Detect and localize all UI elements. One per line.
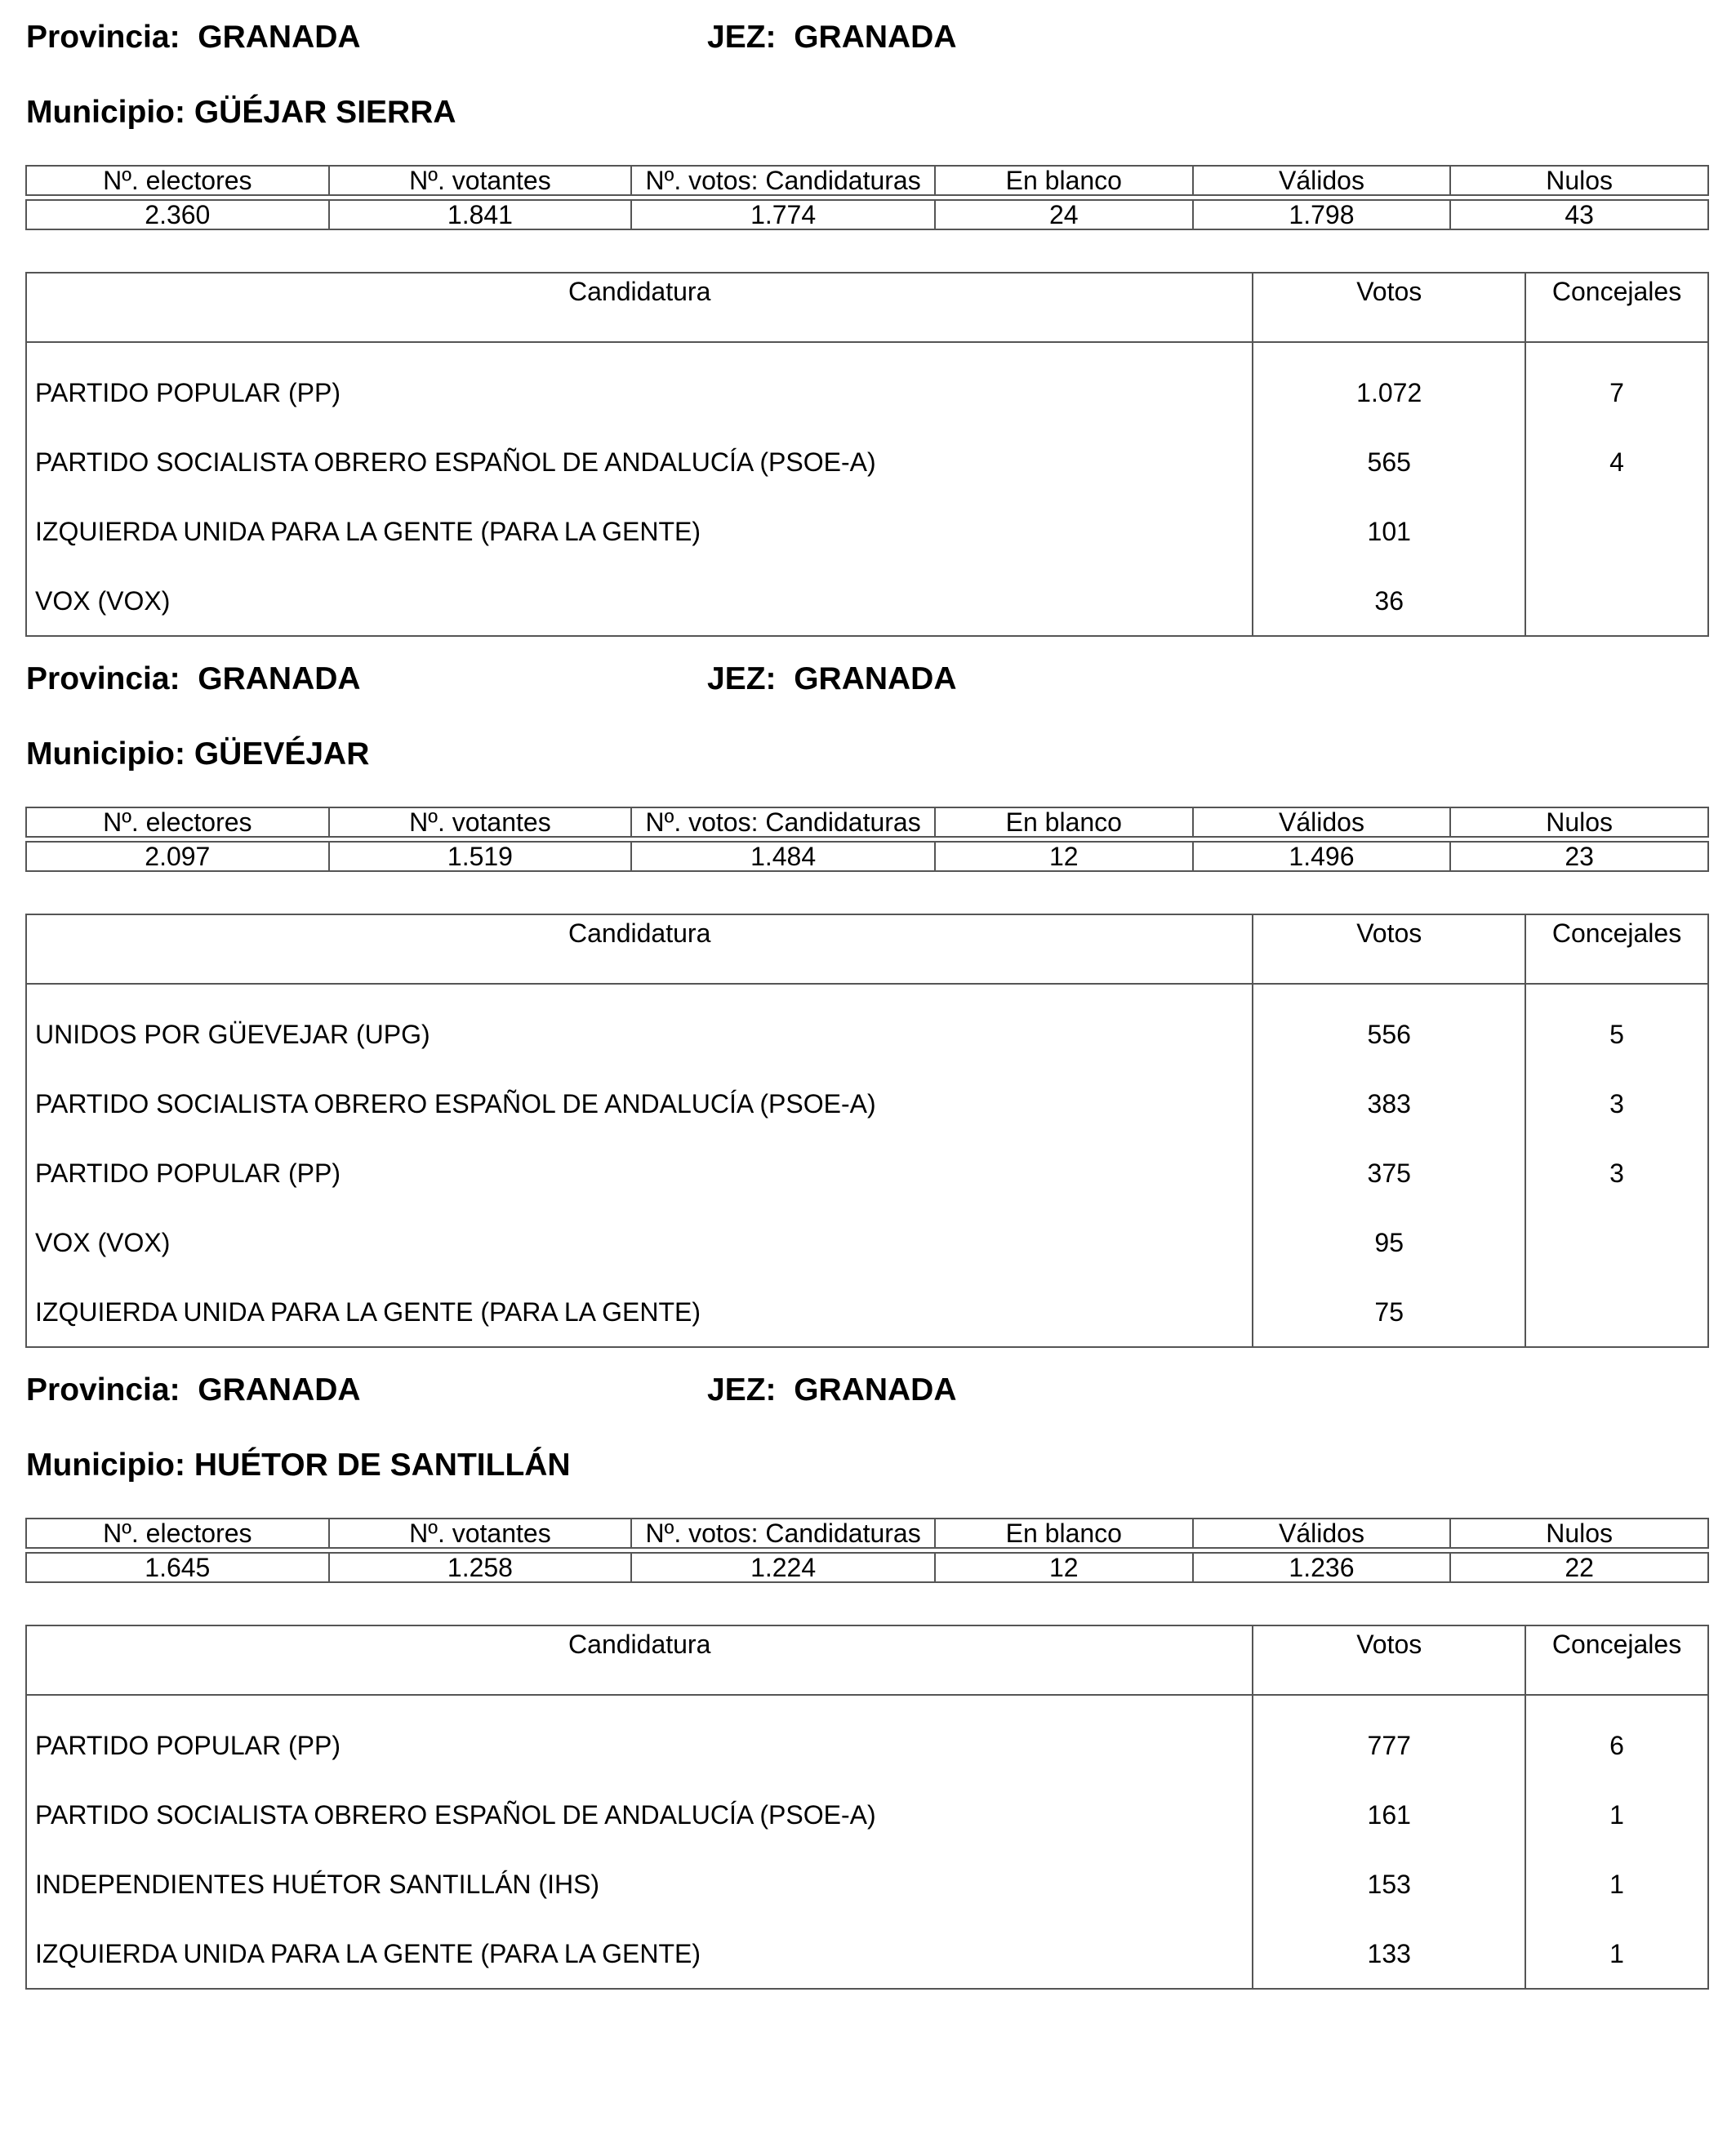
header-electores: Nº. electores xyxy=(26,807,329,837)
value-electores: 1.645 xyxy=(26,1553,329,1582)
jez-heading xyxy=(707,663,957,696)
summary-table xyxy=(25,807,1709,872)
provincia-heading xyxy=(26,1374,361,1407)
candidatura-votos: 161 xyxy=(1253,1780,1525,1849)
header-concejales: Concejales xyxy=(1525,1625,1708,1695)
value-nulos: 23 xyxy=(1450,842,1708,871)
municipio-label: Municipio: xyxy=(26,95,185,130)
header-votantes: Nº. votantes xyxy=(329,166,632,195)
candidaturas-header-row xyxy=(26,914,1708,984)
header-votantes: Nº. votantes xyxy=(329,807,632,837)
candidatura-name: IZQUIERDA UNIDA PARA LA GENTE (PARA LA GENTE) xyxy=(26,1277,1253,1347)
candidatura-concejales: 1 xyxy=(1525,1780,1708,1849)
header-concejales: Concejales xyxy=(1525,914,1708,984)
header-electores: Nº. electores xyxy=(26,166,329,195)
table-row xyxy=(26,566,1708,636)
jez-label: JEZ: xyxy=(707,1372,777,1407)
municipio-label: Municipio: xyxy=(26,736,185,772)
table-row xyxy=(26,1780,1708,1849)
provincia-value: GRANADA xyxy=(198,661,361,696)
provincia-heading xyxy=(26,21,361,54)
candidatura-concejales xyxy=(1525,1207,1708,1277)
header-votos: Votos xyxy=(1253,914,1525,984)
candidatura-votos: 153 xyxy=(1253,1849,1525,1919)
header-validos: Válidos xyxy=(1193,807,1451,837)
header-votos: Votos xyxy=(1253,1625,1525,1695)
municipio-value: HUÉTOR DE SANTILLÁN xyxy=(194,1447,571,1483)
header-votos-candidaturas: Nº. votos: Candidaturas xyxy=(631,1519,935,1548)
municipio-label: Municipio: xyxy=(26,1447,185,1483)
header-validos: Válidos xyxy=(1193,1519,1451,1548)
header-candidatura: Candidatura xyxy=(26,1625,1253,1695)
value-votos-candidaturas: 1.224 xyxy=(631,1553,935,1582)
header-nulos: Nulos xyxy=(1450,166,1708,195)
header-votos-candidaturas: Nº. votos: Candidaturas xyxy=(631,807,935,837)
jez-value: GRANADA xyxy=(794,661,957,696)
header-en-blanco: En blanco xyxy=(935,166,1193,195)
candidatura-votos: 101 xyxy=(1253,496,1525,566)
candidatura-concejales: 1 xyxy=(1525,1919,1708,1989)
candidaturas-table xyxy=(25,272,1709,637)
candidatura-votos: 75 xyxy=(1253,1277,1525,1347)
candidatura-concejales xyxy=(1525,1277,1708,1347)
candidatura-votos: 565 xyxy=(1253,427,1525,496)
header-en-blanco: En blanco xyxy=(935,807,1193,837)
value-en-blanco: 12 xyxy=(935,842,1193,871)
candidaturas-table xyxy=(25,914,1709,1348)
table-row xyxy=(26,427,1708,496)
table-row xyxy=(26,1069,1708,1138)
candidatura-name: PARTIDO POPULAR (PP) xyxy=(26,1695,1253,1780)
candidatura-name: PARTIDO SOCIALISTA OBRERO ESPAÑOL DE ANDALUCÍA (PSOE-A) xyxy=(26,1069,1253,1138)
summary-table xyxy=(25,1518,1709,1583)
jez-label: JEZ: xyxy=(707,20,777,55)
municipio-heading xyxy=(26,96,456,129)
header-candidatura: Candidatura xyxy=(26,914,1253,984)
candidatura-name: PARTIDO POPULAR (PP) xyxy=(26,1138,1253,1207)
provincia-value: GRANADA xyxy=(198,1372,361,1407)
jez-heading xyxy=(707,21,957,54)
value-validos: 1.496 xyxy=(1193,842,1451,871)
table-row xyxy=(26,496,1708,566)
header-candidatura: Candidatura xyxy=(26,273,1253,342)
value-nulos: 43 xyxy=(1450,200,1708,229)
value-validos: 1.798 xyxy=(1193,200,1451,229)
candidatura-name: PARTIDO POPULAR (PP) xyxy=(26,342,1253,427)
summary-header-row xyxy=(26,807,1708,837)
candidatura-concejales xyxy=(1525,566,1708,636)
municipio-section-2 xyxy=(0,642,1736,1344)
candidatura-name: VOX (VOX) xyxy=(26,566,1253,636)
jez-value: GRANADA xyxy=(794,1372,957,1407)
candidatura-votos: 383 xyxy=(1253,1069,1525,1138)
candidatura-concejales: 3 xyxy=(1525,1138,1708,1207)
header-votantes: Nº. votantes xyxy=(329,1519,632,1548)
municipio-value: GÜÉJAR SIERRA xyxy=(194,95,456,130)
candidatura-name: PARTIDO SOCIALISTA OBRERO ESPAÑOL DE ANDALUCÍA (PSOE-A) xyxy=(26,1780,1253,1849)
candidatura-concejales xyxy=(1525,496,1708,566)
candidatura-name: INDEPENDIENTES HUÉTOR SANTILLÁN (IHS) xyxy=(26,1849,1253,1919)
table-row xyxy=(26,1849,1708,1919)
provincia-label: Provincia: xyxy=(26,1372,180,1407)
header-votos: Votos xyxy=(1253,273,1525,342)
header-nulos: Nulos xyxy=(1450,1519,1708,1548)
value-votos-candidaturas: 1.484 xyxy=(631,842,935,871)
table-row xyxy=(26,342,1708,427)
table-row xyxy=(26,984,1708,1069)
summary-table xyxy=(25,165,1709,230)
value-votantes: 1.519 xyxy=(329,842,632,871)
header-en-blanco: En blanco xyxy=(935,1519,1193,1548)
municipio-heading xyxy=(26,1449,571,1482)
candidaturas-header-row xyxy=(26,1625,1708,1695)
table-row xyxy=(26,1207,1708,1277)
table-row xyxy=(26,1695,1708,1780)
header-validos: Válidos xyxy=(1193,166,1451,195)
candidatura-concejales: 1 xyxy=(1525,1849,1708,1919)
header-votos-candidaturas: Nº. votos: Candidaturas xyxy=(631,166,935,195)
municipio-section-1 xyxy=(0,0,1736,620)
candidatura-votos: 36 xyxy=(1253,566,1525,636)
value-nulos: 22 xyxy=(1450,1553,1708,1582)
provincia-value: GRANADA xyxy=(198,20,361,55)
summary-header-row xyxy=(26,166,1708,195)
candidatura-concejales: 6 xyxy=(1525,1695,1708,1780)
municipio-section-3 xyxy=(0,1353,1736,1973)
candidatura-votos: 1.072 xyxy=(1253,342,1525,427)
header-electores: Nº. electores xyxy=(26,1519,329,1548)
candidaturas-header-row xyxy=(26,273,1708,342)
provincia-heading xyxy=(26,663,361,696)
candidatura-concejales: 5 xyxy=(1525,984,1708,1069)
candidatura-name: IZQUIERDA UNIDA PARA LA GENTE (PARA LA GENTE) xyxy=(26,1919,1253,1989)
table-row xyxy=(26,1138,1708,1207)
candidatura-concejales: 3 xyxy=(1525,1069,1708,1138)
value-electores: 2.097 xyxy=(26,842,329,871)
candidatura-name: IZQUIERDA UNIDA PARA LA GENTE (PARA LA GENTE) xyxy=(26,496,1253,566)
value-votantes: 1.841 xyxy=(329,200,632,229)
candidatura-name: VOX (VOX) xyxy=(26,1207,1253,1277)
value-en-blanco: 12 xyxy=(935,1553,1193,1582)
value-votos-candidaturas: 1.774 xyxy=(631,200,935,229)
summary-values-row xyxy=(26,842,1708,871)
candidatura-name: PARTIDO SOCIALISTA OBRERO ESPAÑOL DE ANDALUCÍA (PSOE-A) xyxy=(26,427,1253,496)
header-nulos: Nulos xyxy=(1450,807,1708,837)
candidatura-concejales: 4 xyxy=(1525,427,1708,496)
jez-label: JEZ: xyxy=(707,661,777,696)
candidatura-votos: 777 xyxy=(1253,1695,1525,1780)
municipio-value: GÜEVÉJAR xyxy=(194,736,370,772)
candidatura-votos: 133 xyxy=(1253,1919,1525,1989)
candidatura-name: UNIDOS POR GÜEVEJAR (UPG) xyxy=(26,984,1253,1069)
value-votantes: 1.258 xyxy=(329,1553,632,1582)
candidaturas-table xyxy=(25,1625,1709,1990)
jez-heading xyxy=(707,1374,957,1407)
jez-value: GRANADA xyxy=(794,20,957,55)
summary-header-row xyxy=(26,1519,1708,1548)
header-concejales: Concejales xyxy=(1525,273,1708,342)
table-row xyxy=(26,1277,1708,1347)
value-validos: 1.236 xyxy=(1193,1553,1451,1582)
provincia-label: Provincia: xyxy=(26,20,180,55)
value-electores: 2.360 xyxy=(26,200,329,229)
candidatura-votos: 556 xyxy=(1253,984,1525,1069)
candidatura-votos: 375 xyxy=(1253,1138,1525,1207)
summary-values-row xyxy=(26,1553,1708,1582)
provincia-label: Provincia: xyxy=(26,661,180,696)
municipio-heading xyxy=(26,738,369,771)
candidatura-votos: 95 xyxy=(1253,1207,1525,1277)
summary-values-row xyxy=(26,200,1708,229)
table-row xyxy=(26,1919,1708,1989)
value-en-blanco: 24 xyxy=(935,200,1193,229)
candidatura-concejales: 7 xyxy=(1525,342,1708,427)
